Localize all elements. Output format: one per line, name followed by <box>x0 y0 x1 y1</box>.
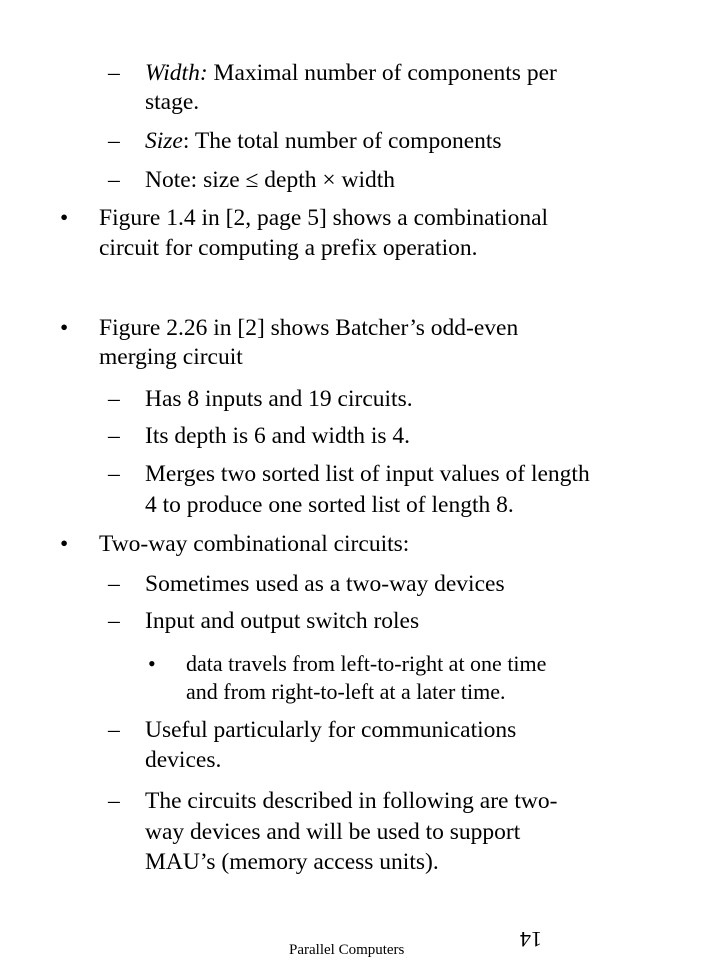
list-item: Note: size ≤ depth × width <box>145 167 396 193</box>
item-continuation: 4 to produce one sorted list of length 8. <box>145 492 514 518</box>
dash-marker: – <box>108 128 120 154</box>
dash-marker: – <box>108 167 120 193</box>
item-continuation: devices. <box>145 747 222 773</box>
list-item <box>145 58 557 89</box>
dash-marker: – <box>108 608 120 634</box>
bullet-marker: • <box>60 531 69 557</box>
list-item: Two-way combinational circuits: <box>99 531 410 557</box>
list-item: Input and output switch roles <box>145 608 420 634</box>
item-continuation: circuit for computing a prefix operation. <box>99 235 478 261</box>
dash-marker: – <box>108 461 120 487</box>
footer-title: Parallel Computers <box>289 942 405 958</box>
item-continuation: merging circuit <box>99 344 243 370</box>
item-continuation: way devices and will be used to support <box>145 819 521 845</box>
list-item: Has 8 inputs and 19 circuits. <box>145 386 413 412</box>
item-text: Maximal number of components per <box>207 60 557 86</box>
dash-marker: – <box>108 717 120 743</box>
dash-marker: – <box>108 60 120 86</box>
list-item: Useful particularly for communications <box>145 717 517 743</box>
term-label: Width: <box>145 60 208 86</box>
item-continuation: MAU’s (memory access units). <box>145 849 439 875</box>
subbullet-marker: • <box>148 651 156 676</box>
dash-marker: – <box>108 423 120 449</box>
list-item: Figure 2.26 in [2] shows Batcher’s odd-even <box>99 315 519 341</box>
dash-marker: – <box>108 571 120 597</box>
term-label: Size <box>145 128 183 154</box>
dash-marker: – <box>108 788 120 814</box>
bullet-marker: • <box>60 205 69 231</box>
item-text: : The total number of components <box>182 128 502 154</box>
item-continuation: and from right-to-left at a later time. <box>186 679 506 704</box>
list-item: Sometimes used as a two-way devices <box>145 571 505 597</box>
list-item: Figure 1.4 in [2, page 5] shows a combinational <box>99 205 549 231</box>
list-item: data travels from left-to-right at one time <box>186 651 547 676</box>
list-item <box>145 126 502 157</box>
list-item: Merges two sorted list of input values of length <box>145 461 590 487</box>
bullet-marker: • <box>60 315 69 341</box>
list-item: The circuits described in following are two- <box>145 788 558 814</box>
item-continuation: stage. <box>145 89 200 115</box>
dash-marker: – <box>108 386 120 412</box>
page-number: 14 <box>520 927 542 952</box>
list-item: Its depth is 6 and width is 4. <box>145 423 411 449</box>
